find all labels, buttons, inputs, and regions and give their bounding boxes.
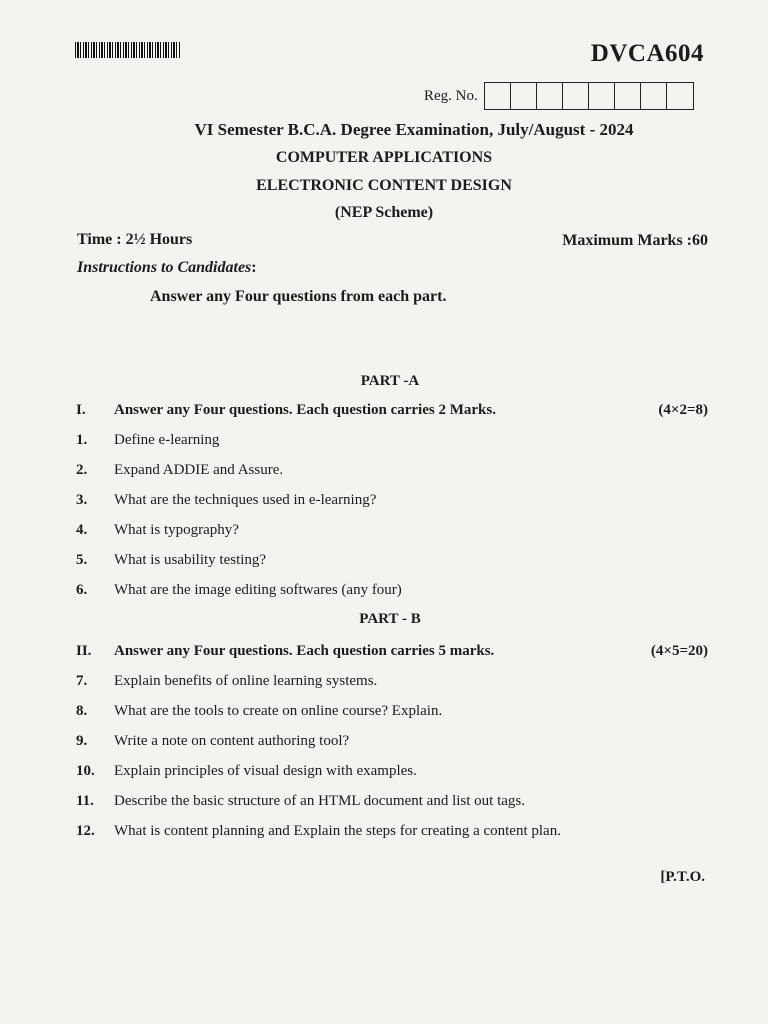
question-item [76, 673, 708, 690]
question-number: 4. [76, 522, 88, 538]
question-number: 7. [76, 673, 88, 689]
question-number: 3. [76, 492, 88, 508]
question-text: Define e-learning [114, 432, 220, 448]
question-text: What are the image editing softwares (any four) [114, 582, 402, 598]
exam-paper-name: ELECTRONIC CONTENT DESIGN [256, 177, 512, 194]
section-marks: (4×5=20) [650, 643, 708, 659]
part-b-title: PART - B [359, 611, 421, 627]
page-turn-over: [P.T.O. [660, 869, 705, 885]
part-a-section [76, 402, 708, 419]
question-text: What is content planning and Explain the steps for creating a content plan. [114, 823, 561, 839]
question-text: What are the tools to create on online course? Explain. [114, 703, 443, 719]
exam-title: VI Semester B.C.A. Degree Examination, July/August - 2024 [194, 120, 634, 139]
reg-box [667, 83, 693, 109]
reg-box [589, 83, 615, 109]
section-marks: (4×2=8) [658, 402, 708, 418]
question-number: 5. [76, 552, 88, 568]
question-item [76, 763, 708, 780]
reg-box [485, 83, 511, 109]
question-item [76, 703, 708, 720]
reg-box [641, 83, 667, 109]
question-item [76, 823, 708, 840]
question-number: 6. [76, 582, 88, 598]
question-number: 2. [76, 462, 88, 478]
reg-box [537, 83, 563, 109]
reg-box [511, 83, 537, 109]
instructions-text: Answer any Four questions from each part. [150, 288, 447, 305]
question-item [76, 793, 708, 810]
instructions-heading [77, 259, 257, 277]
question-item [76, 582, 708, 599]
question-text: Explain principles of visual design with examples. [114, 763, 417, 779]
exam-subject: COMPUTER APPLICATIONS [275, 149, 493, 166]
question-text: What are the techniques used in e-learning? [114, 492, 377, 508]
reg-box [563, 83, 589, 109]
barcode [75, 42, 181, 58]
part-a-title: PART -A [360, 373, 420, 389]
question-number: 8. [76, 703, 88, 719]
question-item [76, 522, 708, 539]
question-text: Explain benefits of online learning systems. [114, 673, 378, 689]
question-number: 12. [76, 823, 95, 839]
question-text: Expand ADDIE and Assure. [114, 462, 284, 478]
section-number: I. [76, 402, 86, 418]
section-instruction: Answer any Four questions. Each question carries 2 Marks. [114, 402, 496, 418]
part-b-section [76, 643, 708, 660]
reg-box [615, 83, 641, 109]
question-item [76, 492, 708, 509]
reg-number-field [424, 82, 694, 110]
question-number: 10. [76, 763, 95, 779]
question-item [76, 462, 708, 479]
section-instruction: Answer any Four questions. Each question carries 5 marks. [114, 643, 495, 659]
maximum-marks: Maximum Marks :60 [562, 232, 708, 249]
question-number: 9. [76, 733, 88, 749]
time-allowed: Time : 2½ Hours [77, 231, 193, 248]
question-text: Describe the basic structure of an HTML document and list out tags. [114, 793, 525, 809]
paper-code: DVCA604 [590, 40, 704, 67]
instructions-label: Instructions to Candidates [77, 259, 252, 276]
question-text: Write a note on content authoring tool? [114, 733, 350, 749]
question-item [76, 733, 708, 750]
question-number: 1. [76, 432, 88, 448]
question-text: What is usability testing? [114, 552, 267, 568]
question-text: What is typography? [114, 522, 239, 538]
instructions-colon: : [251, 259, 257, 276]
section-number: II. [76, 643, 92, 659]
question-number: 11. [76, 793, 94, 809]
exam-scheme: (NEP Scheme) [334, 204, 434, 221]
question-item [76, 432, 708, 449]
reg-number-label: Reg. No. [424, 87, 478, 104]
question-item [76, 552, 708, 569]
reg-number-boxes [484, 82, 694, 110]
